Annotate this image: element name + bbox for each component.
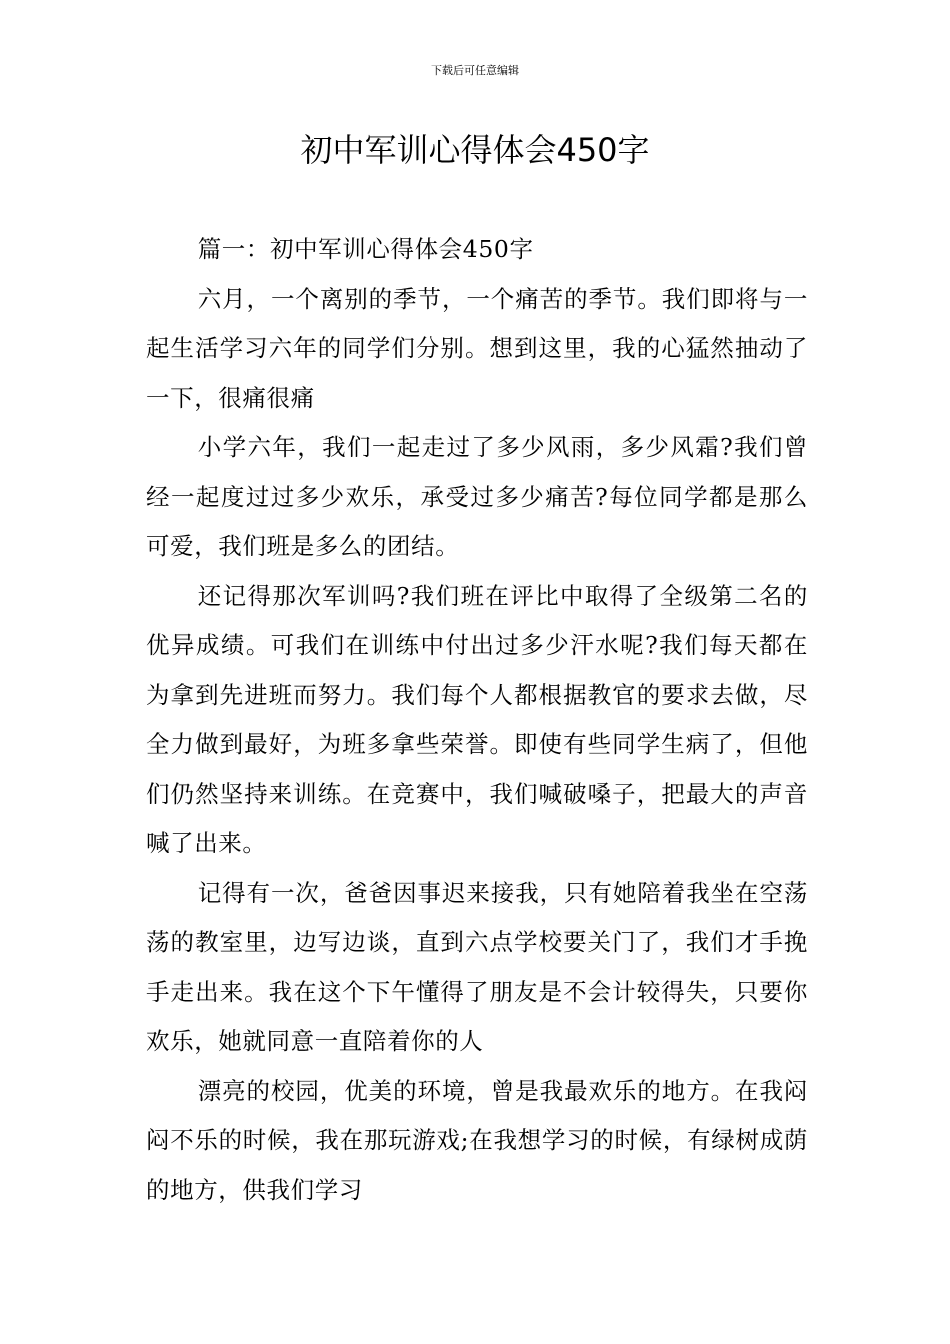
header-note: 下载后可任意编辑 — [431, 64, 519, 77]
paragraph: 小学六年，我们一起走过了多少风雨，多少风霜?我们曾经一起度过过多少欢乐，承受过多少痛苦?每位同学都是那么可爱，我们班是多么的团结。 — [146, 433, 808, 560]
article-body — [146, 225, 808, 1215]
paragraph: 记得有一次，爸爸因事迟来接我，只有她陪着我坐在空荡荡的教室里，边写边谈，直到六点学校要关门了，我们才手挽手走出来。我在这个下午懂得了朋友是不会计较得失，只要你欢乐，她就同意一直陪着你的人 — [146, 878, 808, 1055]
paragraph-section-heading: 篇一：初中军训心得体会450字 — [197, 235, 534, 263]
paragraph: 六月，一个离别的季节，一个痛苦的季节。我们即将与一起生活学习六年的同学们分别。想到这里，我的心猛然抽动了一下，很痛很痛 — [146, 284, 808, 412]
paragraph: 还记得那次军训吗?我们班在评比中取得了全级第二名的优异成绩。可我们在训练中付出过多少汗水呢?我们每天都在为拿到先进班而努力。我们每个人都根据教官的要求去做，尽全力做到最好，为班多拿些荣誉。即使有些同学生病了，但他们仍然坚持来训练。在竞赛中，我们喊破嗓子，把最大的声音喊了出来。 — [146, 581, 808, 857]
paragraph: 漂亮的校园，优美的环境，曾是我最欢乐的地方。在我闷闷不乐的时候，我在那玩游戏;在我想学习的时候，有绿树成荫的地方，供我们学习 — [146, 1076, 808, 1204]
document-title: 初中军训心得体会450字 — [300, 131, 650, 169]
